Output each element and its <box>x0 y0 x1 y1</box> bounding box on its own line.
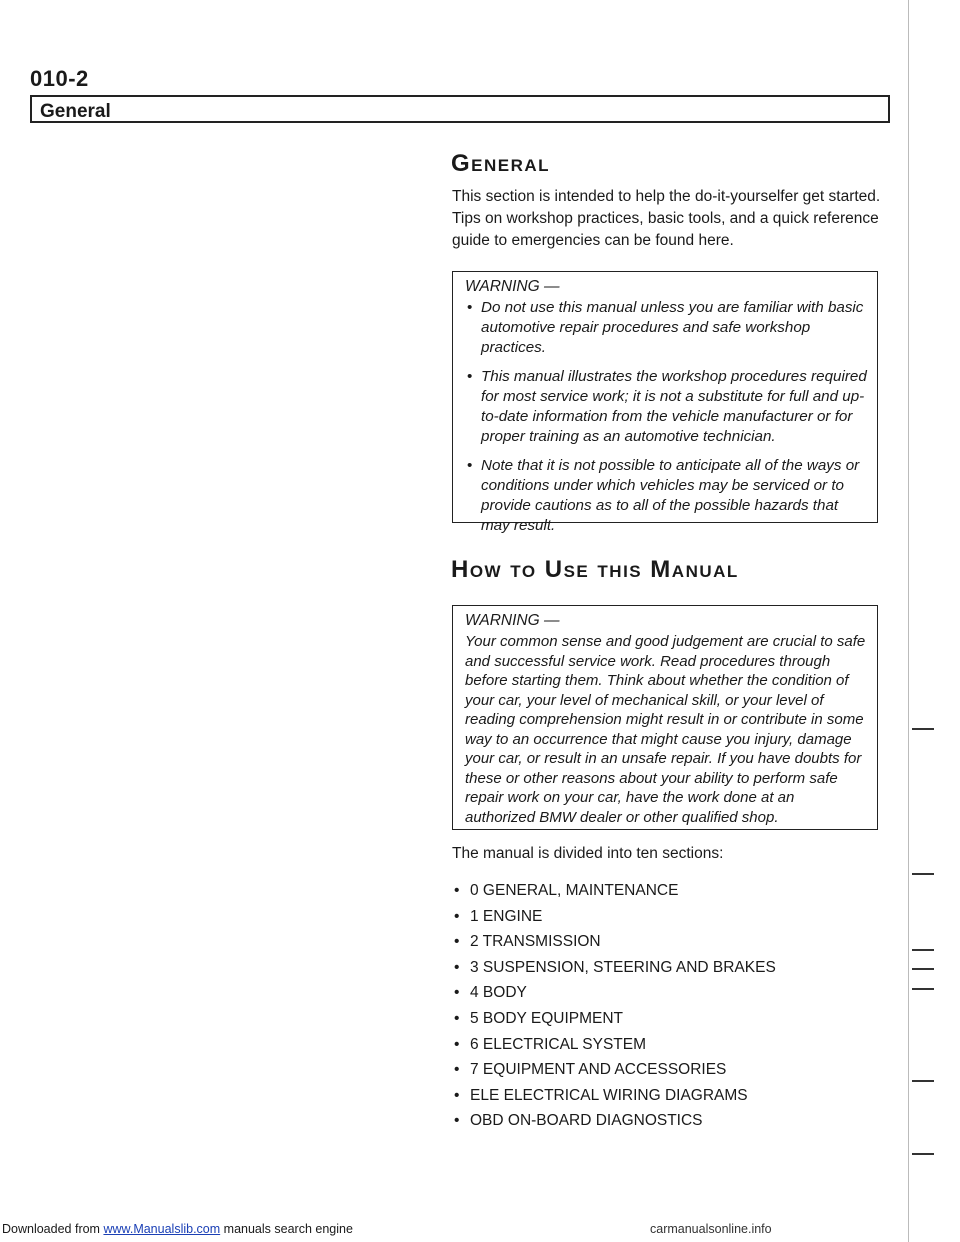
section-list-item: • ELE ELECTRICAL WIRING DIAGRAMS <box>452 1083 776 1109</box>
margin-tick <box>912 1080 934 1082</box>
sections-intro-text: The manual is divided into ten sections: <box>452 845 724 862</box>
section-list-item: • 1 ENGINE <box>452 904 776 930</box>
page-number: 010-2 <box>30 66 89 91</box>
section-list-item: • 4 BODY <box>452 980 776 1006</box>
warning-item: • Do not use this manual unless you are familiar with basic automotive repair procedures and safe workshop practices. <box>465 298 867 358</box>
section-list-item: • 5 BODY EQUIPMENT <box>452 1006 776 1032</box>
margin-tick <box>912 1153 934 1155</box>
margin-tick <box>912 988 934 990</box>
section-header-title: General <box>40 101 111 122</box>
section-header-bar <box>30 95 890 123</box>
warning-label: WARNING — <box>465 612 560 629</box>
footer-suffix: manuals search engine <box>223 1222 353 1236</box>
section-list-item: • 0 GENERAL, MAINTENANCE <box>452 878 776 904</box>
manual-sections-list <box>452 878 776 1134</box>
margin-tick <box>912 968 934 970</box>
margin-line <box>908 0 909 1242</box>
general-intro-paragraph: This section is intended to help the do-it-yourselfer get started. Tips on workshop practices, basic tools, and a quick reference guide to emergencies can be found here. <box>452 188 881 249</box>
footer-download-note <box>2 1222 353 1236</box>
warning-box-general <box>452 271 878 534</box>
general-heading: General <box>451 150 551 177</box>
margin-tick <box>912 949 934 951</box>
section-list-item: • 7 EQUIPMENT AND ACCESSORIES <box>452 1057 776 1083</box>
warning-text: Your common sense and good judgement are crucial to safe and successful service work. Read procedures through before starting them. Think about whether the condition of your car, your level of mechanical skill, or your level of reading comprehension might result in or contribute in some way to an occurrence that might cause you injury, damage your car, or result in an unsafe repair. If you have doubts for these or other reasons about your ability to perform safe repair work on your car, have the work done at an authorized BMW dealer or other qualified shop. <box>465 633 866 826</box>
margin-tick <box>912 728 934 730</box>
section-list-item: • 3 SUSPENSION, STEERING AND BRAKES <box>452 955 776 981</box>
how-to-use-heading: How to Use this Manual <box>451 556 739 583</box>
footer-site-watermark: carmanualsonline.info <box>650 1222 772 1236</box>
margin-tick <box>912 873 934 875</box>
warning-box-how-to <box>452 605 878 830</box>
footer-prefix: Downloaded from <box>2 1222 100 1236</box>
warning-label: WARNING — <box>465 278 560 295</box>
section-list-item: • OBD ON-BOARD DIAGNOSTICS <box>452 1108 776 1134</box>
warning-item: • This manual illustrates the workshop procedures required for most service work; it is not a substitute for full and up-to-date information from the vehicle manufacturer or for proper training as an automotive technician. <box>465 367 867 447</box>
section-list-item: • 2 TRANSMISSION <box>452 929 776 955</box>
manualslib-link[interactable]: www.Manualslib.com <box>103 1222 221 1236</box>
section-list-item: • 6 ELECTRICAL SYSTEM <box>452 1032 776 1058</box>
warning-list <box>465 298 867 536</box>
warning-item: • Note that it is not possible to anticipate all of the ways or conditions under which vehicles may be serviced or to provide cautions as to all of the possible hazards that may result. <box>465 456 867 536</box>
